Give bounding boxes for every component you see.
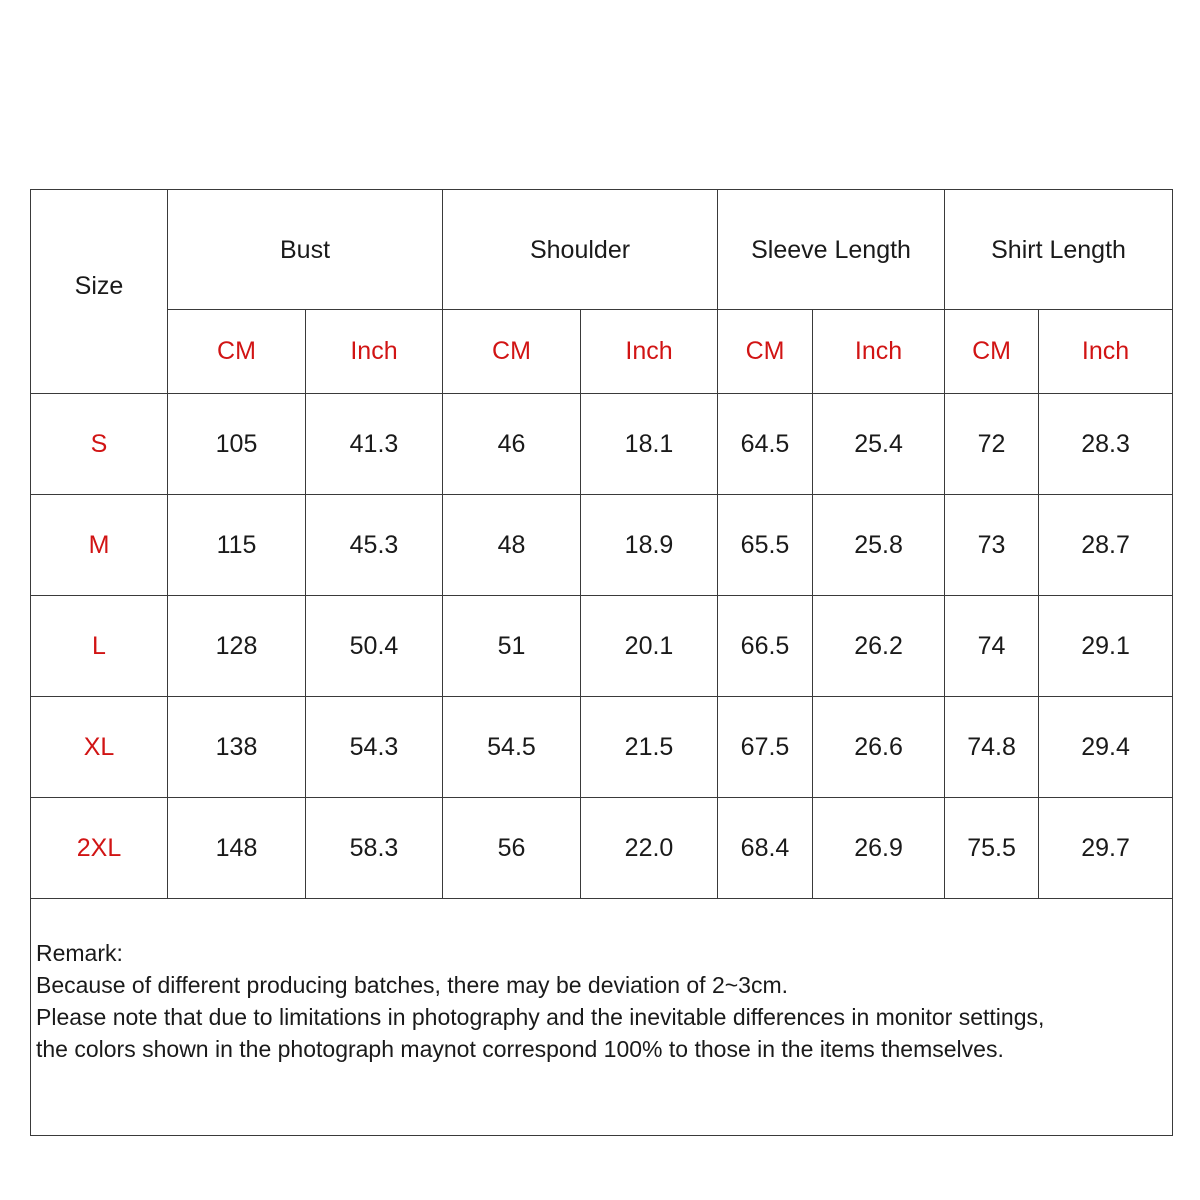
table-cell: 18.9 — [581, 495, 718, 596]
table-cell: 29.4 — [1039, 697, 1173, 798]
table-cell: 128 — [168, 596, 306, 697]
table-cell: 41.3 — [306, 394, 443, 495]
table-cell: 20.1 — [581, 596, 718, 697]
group-label: Sleeve Length — [751, 236, 911, 264]
group-label: Shirt Length — [991, 236, 1126, 264]
table-cell: 65.5 — [718, 495, 813, 596]
group-label: Shoulder — [529, 236, 631, 264]
table-cell: 26.6 — [813, 697, 945, 798]
group-header-shoulder — [443, 190, 718, 310]
table-row — [31, 394, 1173, 495]
size-label: L — [31, 596, 168, 697]
table-row — [31, 798, 1173, 899]
table-cell: 54.3 — [306, 697, 443, 798]
size-chart — [30, 189, 1172, 1099]
size-label: S — [31, 394, 168, 495]
remark-title: Remark: — [36, 940, 123, 966]
unit-header: Inch — [1039, 310, 1173, 394]
table-cell: 68.4 — [718, 798, 813, 899]
table-cell: 45.3 — [306, 495, 443, 596]
table-cell: 58.3 — [306, 798, 443, 899]
table-cell: 25.4 — [813, 394, 945, 495]
size-label: 2XL — [31, 798, 168, 899]
table-cell: 48 — [443, 495, 581, 596]
table-cell: 29.1 — [1039, 596, 1173, 697]
remark-box — [31, 899, 1173, 1136]
unit-header: CM — [168, 310, 306, 394]
table-cell: 56 — [443, 798, 581, 899]
table-cell: 26.9 — [813, 798, 945, 899]
table-cell: 66.5 — [718, 596, 813, 697]
table-row — [31, 596, 1173, 697]
size-header — [31, 190, 168, 394]
table-cell: 28.3 — [1039, 394, 1173, 495]
table-cell: 73 — [945, 495, 1039, 596]
table-row — [31, 495, 1173, 596]
table-cell: 28.7 — [1039, 495, 1173, 596]
table-cell: 25.8 — [813, 495, 945, 596]
group-header-bust — [168, 190, 443, 310]
table-cell: 54.5 — [443, 697, 581, 798]
size-table — [30, 189, 1173, 1136]
unit-header: CM — [718, 310, 813, 394]
table-row — [31, 697, 1173, 798]
size-label: XL — [31, 697, 168, 798]
table-cell: 115 — [168, 495, 306, 596]
remark-line: Because of different producing batches, there may be deviation of 2~3cm. — [36, 972, 789, 998]
table-cell: 51 — [443, 596, 581, 697]
size-label: M — [31, 495, 168, 596]
table-cell: 67.5 — [718, 697, 813, 798]
unit-header: CM — [945, 310, 1039, 394]
table-cell: 148 — [168, 798, 306, 899]
group-header-shirt-length — [945, 190, 1173, 310]
unit-header: Inch — [306, 310, 443, 394]
table-cell: 64.5 — [718, 394, 813, 495]
group-header-sleeve-length — [718, 190, 945, 310]
table-cell: 75.5 — [945, 798, 1039, 899]
table-cell: 50.4 — [306, 596, 443, 697]
remark-line: Please note that due to limitations in photography and the inevitable differences in monitor settings, — [36, 1004, 1045, 1030]
table-cell: 26.2 — [813, 596, 945, 697]
unit-header: Inch — [581, 310, 718, 394]
unit-header: CM — [443, 310, 581, 394]
table-cell: 22.0 — [581, 798, 718, 899]
table-cell: 46 — [443, 394, 581, 495]
table-cell: 74.8 — [945, 697, 1039, 798]
table-cell: 29.7 — [1039, 798, 1173, 899]
group-label: Bust — [279, 236, 331, 264]
table-cell: 18.1 — [581, 394, 718, 495]
table-cell: 105 — [168, 394, 306, 495]
table-cell: 72 — [945, 394, 1039, 495]
size-header-label: Size — [74, 272, 124, 300]
table-cell: 74 — [945, 596, 1039, 697]
remark-line: the colors shown in the photograph maynot correspond 100% to those in the items themselves. — [36, 1036, 1004, 1062]
table-cell: 21.5 — [581, 697, 718, 798]
table-cell: 138 — [168, 697, 306, 798]
unit-header: Inch — [813, 310, 945, 394]
